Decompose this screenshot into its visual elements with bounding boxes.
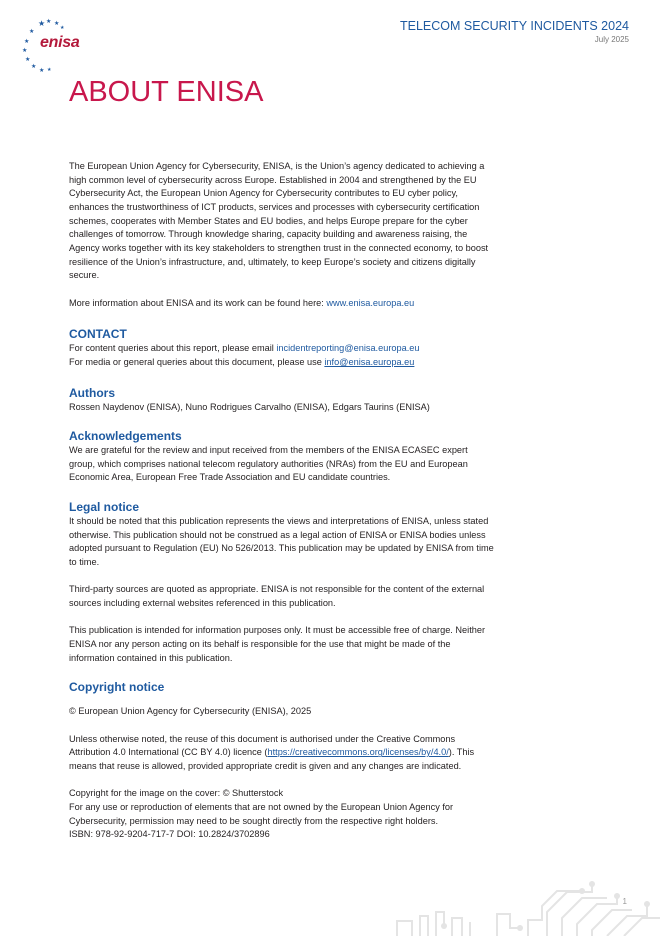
more-info-line [69, 297, 494, 311]
svg-text:★: ★ [25, 56, 31, 63]
more-info-text: More information about ENISA and its work can be found here: [69, 297, 327, 308]
svg-text:★: ★ [31, 63, 37, 70]
copyright-line: © European Union Agency for Cybersecurity (ENISA), 2025 [69, 706, 312, 717]
logo-wordmark: enisa [40, 34, 80, 51]
page-number: 1 [622, 897, 627, 906]
main-content [69, 160, 494, 842]
svg-text:★: ★ [22, 47, 28, 54]
contact-heading: CONTACT [69, 327, 127, 342]
svg-text:★: ★ [38, 19, 46, 28]
copyright-heading: Copyright notice [69, 680, 165, 695]
svg-text:★: ★ [29, 28, 35, 35]
reproduction-notice: For any use or reproduction of elements that are not owned by the European Union Agency for Cybersecurity, permission may need to be sought directly from the respective right holders. [69, 801, 454, 826]
legal-paragraph-3: This publication is intended for information purposes only. It must be accessible free of charge. Neither ENISA nor any person acting on its behalf is responsible for the use that might be made of the information contained in this publication. [69, 625, 486, 663]
authors-heading: Authors [69, 385, 115, 400]
contact-line-2-text: For media or general queries about this document, please use [69, 356, 325, 367]
svg-text:★: ★ [39, 67, 45, 74]
svg-text:★: ★ [47, 67, 52, 73]
svg-text:★: ★ [60, 25, 65, 31]
acknowledgements-heading: Acknowledgements [69, 429, 182, 444]
licence-text-suffix: ). This means that reuse is allowed, provided appropriate credit is given and any changes are indicated. [69, 747, 475, 771]
contact-line-1 [69, 342, 494, 356]
circuit-decoration-icon [392, 876, 662, 936]
legal-paragraph-1: It should be noted that this publication represents the views and interpretations of ENISA, unless stated otherwise. This publication should not be construed as a legal action of ENISA or ENISA bodies unless adopted pursuant to Regulation (EU) No 526/2013. This publication may be updated by ENISA from time to time. [69, 516, 494, 568]
legal-paragraph-2: Third-party sources are quoted as appropriate. ENISA is not responsible for the content of the external sources including external websites referenced in this publication. [69, 584, 485, 609]
cover-copyright: Copyright for the image on the cover: © Shutterstock [69, 788, 284, 799]
legal-notice-heading: Legal notice [69, 500, 140, 515]
svg-text:★: ★ [54, 20, 60, 27]
report-title: TELECOM SECURITY INCIDENTS 2024 [400, 19, 629, 33]
info-email-link[interactable]: info@enisa.europa.eu [324, 356, 415, 367]
report-date: July 2025 [594, 35, 629, 44]
contact-line-2 [69, 356, 494, 370]
enisa-website-link[interactable]: www.enisa.europa.eu [326, 297, 415, 308]
licence-text: Unless otherwise noted, the reuse of this document is authorised under the Creative Commons Attribution 4.0 International (CC BY 4.0) licence ( [69, 733, 456, 758]
licence-paragraph [69, 733, 494, 774]
creative-commons-link[interactable]: https://creativecommons.org/licenses/by/4.0/ [267, 747, 449, 758]
page-title: ABOUT ENISA [69, 76, 264, 108]
isbn-doi: ISBN: 978-92-9204-717-7 DOI: 10.2824/3702896 [69, 829, 270, 840]
acknowledgements-text: We are grateful for the review and input received from the members of the ENISA ECASEC expert group, which comprises national telecom regulatory authorities (NRAs) from the EU and European Economic Area, European Free Trade Association and EU candidate countries. [69, 445, 468, 483]
svg-text:★: ★ [46, 18, 52, 25]
incident-reporting-email-link[interactable]: incidentreporting@enisa.europa.eu [276, 343, 420, 354]
contact-line-1-text: For content queries about this report, please email [69, 343, 277, 354]
svg-text:★: ★ [24, 38, 30, 45]
about-paragraph: The European Union Agency for Cybersecurity, ENISA, is the Union’s agency dedicated to achieving a high common level of cybersecurity across Europe. Established in 2004 and strengthened by the EU Cybersecurity Act, the European Union Agency for Cybersecurity contributes to EU cyber policy, enhances the trustworthiness of ICT products, services and processes with cybersecurity certification schemes, cooperates with Member States and EU bodies, and helps Europe prepare for the cyber challenges of tomorrow. Through knowledge sharing, capacity building and awareness raising, the Agency works together with its key stakeholders to strengthen trust in the connected economy, to boost resilience of the Union’s infrastructure, and, ultimately, to keep Europe’s society and citizens digitally secure. [69, 161, 489, 281]
authors-text: Rossen Naydenov (ENISA), Nuno Rodrigues Carvalho (ENISA), Edgars Taurins (ENISA) [69, 401, 430, 412]
